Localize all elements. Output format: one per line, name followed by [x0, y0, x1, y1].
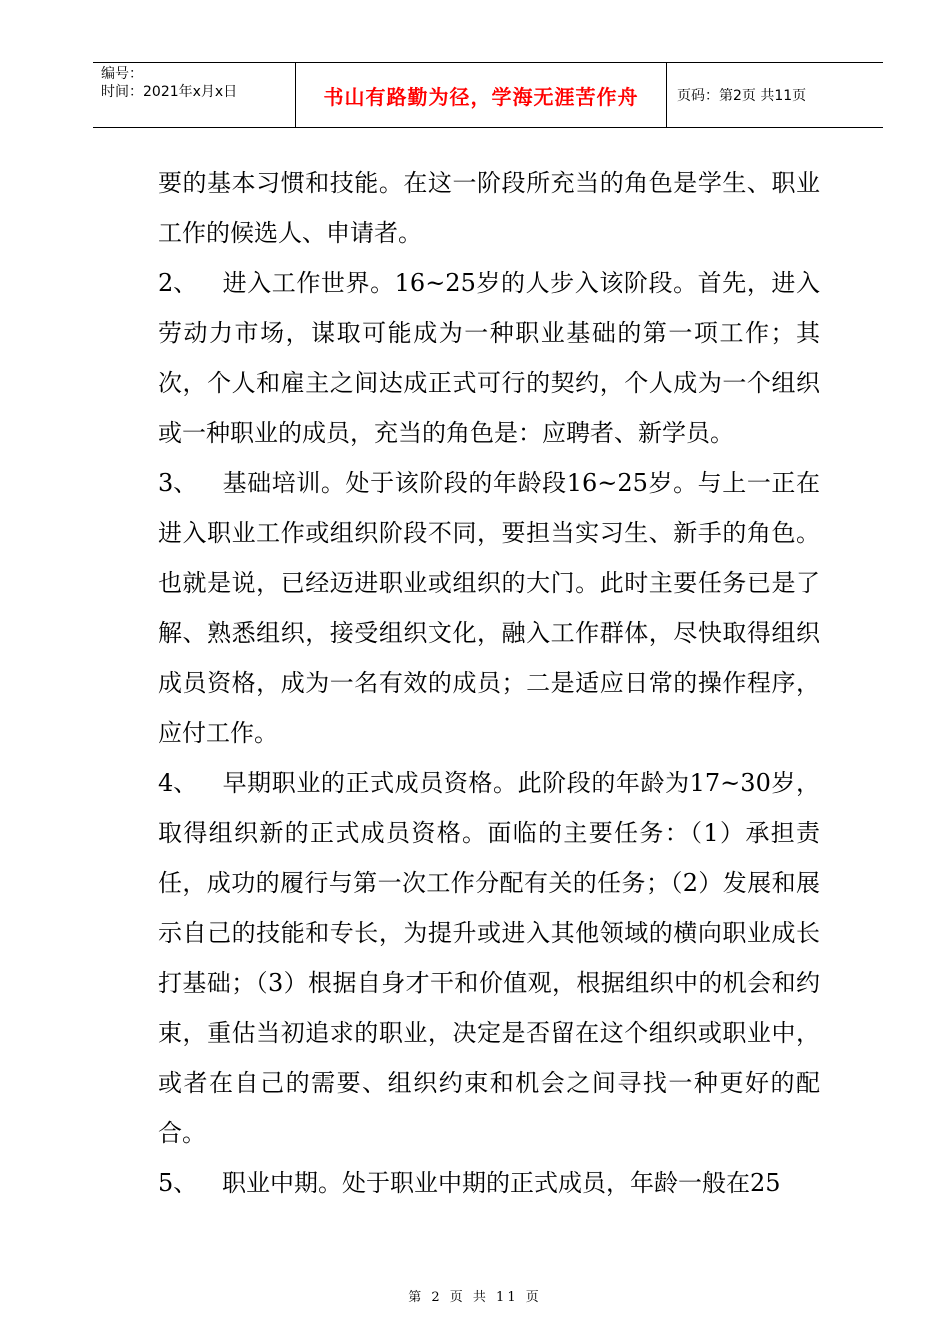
- header-page-number: 页码：第2页 共11页: [677, 88, 807, 104]
- item-text: 职业中期。处于职业中期的正式成员，年龄一般在25: [222, 1169, 781, 1197]
- item-number: 4、: [158, 769, 198, 797]
- list-item: [158, 1158, 820, 1208]
- doc-time-label: 时间：2021年x月x日: [101, 84, 238, 100]
- item-number: 5、: [158, 1169, 198, 1197]
- item-text: 基础培训。处于该阶段的年龄段16~25岁。与上一正在进入职业工作或组织阶段不同，要担当实习生、新手的角色。也就是说，已经迈进职业或组织的大门。此时主要任务已是了解、熟悉组织，接受组织文化，融入工作群体，尽快取得组织成员资格，成为一名有效的成员；二是适应日常的操作程序，应付工作。: [158, 469, 820, 747]
- item-text: 早期职业的正式成员资格。此阶段的年龄为17~30岁，取得组织新的正式成员资格。面临的主要任务：（1）承担责任，成功的履行与第一次工作分配有关的任务；（2）发展和展示自己的技能和专长，为提升或进入其他领域的横向职业成长打基础；（3）根据自身才干和价值观，根据组织中的机会和约束，重估当初追求的职业，决定是否留在这个组织或职业中，或者在自己的需要、组织约束和机会之间寻找一种更好的配合。: [158, 769, 820, 1147]
- item-number: 2、: [158, 269, 198, 297]
- header-motto-cell: [295, 63, 667, 127]
- item-text: 进入工作世界。16~25岁的人步入该阶段。首先，进入劳动力市场，谋取可能成为一种职业基础的第一项工作；其次，个人和雇主之间达成正式可行的契约，个人成为一个组织或一种职业的成员，充当的角色是：应聘者、新学员。: [158, 269, 820, 447]
- doc-code-label: 编号：: [101, 66, 143, 82]
- header-motto: 书山有路勤为径，学海无涯苦作舟: [323, 84, 639, 109]
- list-item: [158, 758, 820, 1158]
- page-header: [93, 62, 883, 128]
- list-item: [158, 258, 820, 458]
- item-number: 3、: [158, 469, 198, 497]
- intro-paragraph: 要的基本习惯和技能。在这一阶段所充当的角色是学生、职业工作的候选人、申请者。: [158, 169, 820, 247]
- document-body: [158, 158, 820, 1208]
- header-page-cell: [667, 63, 883, 127]
- page-footer: 第 2 页 共 11 页: [408, 1290, 542, 1305]
- header-info: [93, 63, 295, 127]
- list-item: [158, 458, 820, 758]
